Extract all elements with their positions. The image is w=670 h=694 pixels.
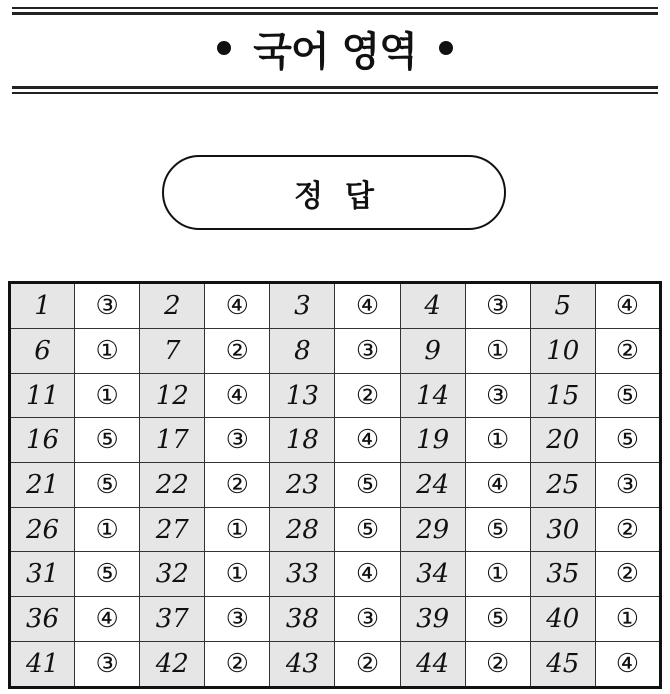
question-number: 37 [140, 597, 205, 642]
question-number: 35 [530, 552, 595, 597]
answer-choice: ⑤ [335, 507, 400, 552]
question-number: 26 [10, 507, 75, 552]
answer-choice: ③ [205, 418, 270, 463]
answer-choice: ③ [75, 641, 140, 687]
table-row [10, 418, 661, 463]
answer-choice: ⑤ [595, 418, 660, 463]
answer-choice: ③ [75, 283, 140, 329]
table-row [10, 463, 661, 508]
bullet-icon [217, 41, 231, 55]
question-number: 16 [10, 418, 75, 463]
answer-choice: ① [75, 507, 140, 552]
question-number: 39 [400, 597, 465, 642]
answer-choice: ③ [465, 283, 530, 329]
answer-choice: ③ [335, 329, 400, 374]
table-row [10, 641, 661, 687]
top-rule [12, 12, 658, 15]
answer-choice: ⑤ [465, 597, 530, 642]
answer-choice: ② [335, 373, 400, 418]
answer-choice: ③ [205, 597, 270, 642]
question-number: 23 [270, 463, 335, 508]
answer-choice: ③ [595, 463, 660, 508]
bullet-icon [439, 41, 453, 55]
answer-choice: ③ [335, 597, 400, 642]
answer-choice: ④ [335, 418, 400, 463]
answer-key-label-text: 정답 [294, 178, 396, 214]
question-number: 11 [10, 373, 75, 418]
question-number: 30 [530, 507, 595, 552]
bottom-rule-thin [12, 92, 658, 94]
question-number: 14 [400, 373, 465, 418]
answer-choice: ② [205, 641, 270, 687]
question-number: 3 [270, 283, 335, 329]
question-number: 42 [140, 641, 205, 687]
answer-choice: ⑤ [75, 463, 140, 508]
question-number: 22 [140, 463, 205, 508]
answer-key-label [162, 155, 506, 230]
answer-choice: ① [205, 552, 270, 597]
question-number: 4 [400, 283, 465, 329]
answer-choice: ④ [205, 373, 270, 418]
answer-choice: ① [595, 597, 660, 642]
question-number: 12 [140, 373, 205, 418]
question-number: 28 [270, 507, 335, 552]
question-number: 29 [400, 507, 465, 552]
question-number: 33 [270, 552, 335, 597]
question-number: 40 [530, 597, 595, 642]
bottom-rule [12, 86, 658, 89]
answer-choice: ② [335, 641, 400, 687]
answer-choice: ② [205, 329, 270, 374]
question-number: 38 [270, 597, 335, 642]
question-number: 34 [400, 552, 465, 597]
answer-choice: ② [595, 329, 660, 374]
question-number: 44 [400, 641, 465, 687]
answer-choice: ② [595, 552, 660, 597]
question-number: 13 [270, 373, 335, 418]
answer-choice: ① [75, 373, 140, 418]
question-number: 27 [140, 507, 205, 552]
answer-choice: ③ [465, 373, 530, 418]
answer-choice: ① [465, 418, 530, 463]
answer-choice: ② [205, 463, 270, 508]
table-row [10, 373, 661, 418]
answer-choice: ④ [335, 283, 400, 329]
table-row [10, 329, 661, 374]
question-number: 32 [140, 552, 205, 597]
question-number: 36 [10, 597, 75, 642]
answer-choice: ① [205, 507, 270, 552]
answer-table [8, 281, 662, 689]
question-number: 43 [270, 641, 335, 687]
question-number: 45 [530, 641, 595, 687]
answer-choice: ④ [335, 552, 400, 597]
question-number: 5 [530, 283, 595, 329]
table-row [10, 552, 661, 597]
answer-choice: ⑤ [75, 552, 140, 597]
question-number: 15 [530, 373, 595, 418]
answer-choice: ⑤ [465, 507, 530, 552]
question-number: 41 [10, 641, 75, 687]
answer-choice: ④ [595, 641, 660, 687]
question-number: 24 [400, 463, 465, 508]
question-number: 6 [10, 329, 75, 374]
answer-choice: ④ [205, 283, 270, 329]
answer-choice: ① [465, 329, 530, 374]
answer-choice: ④ [75, 597, 140, 642]
question-number: 18 [270, 418, 335, 463]
question-number: 25 [530, 463, 595, 508]
question-number: 7 [140, 329, 205, 374]
question-number: 9 [400, 329, 465, 374]
question-number: 20 [530, 418, 595, 463]
question-number: 19 [400, 418, 465, 463]
question-number: 1 [10, 283, 75, 329]
question-number: 21 [10, 463, 75, 508]
answer-choice: ④ [595, 283, 660, 329]
answer-choice: ① [75, 329, 140, 374]
table-row [10, 507, 661, 552]
section-title [0, 18, 670, 78]
answer-choice: ① [465, 552, 530, 597]
answer-choice: ⑤ [335, 463, 400, 508]
question-number: 10 [530, 329, 595, 374]
section-title-text: 국어 영역 [253, 28, 417, 75]
question-number: 31 [10, 552, 75, 597]
answer-choice: ④ [465, 463, 530, 508]
table-row [10, 283, 661, 329]
question-number: 17 [140, 418, 205, 463]
answer-choice: ② [465, 641, 530, 687]
table-row [10, 597, 661, 642]
answer-choice: ⑤ [75, 418, 140, 463]
question-number: 8 [270, 329, 335, 374]
question-number: 2 [140, 283, 205, 329]
answer-choice: ⑤ [595, 373, 660, 418]
top-rule-thin [12, 7, 658, 9]
answer-choice: ② [595, 507, 660, 552]
